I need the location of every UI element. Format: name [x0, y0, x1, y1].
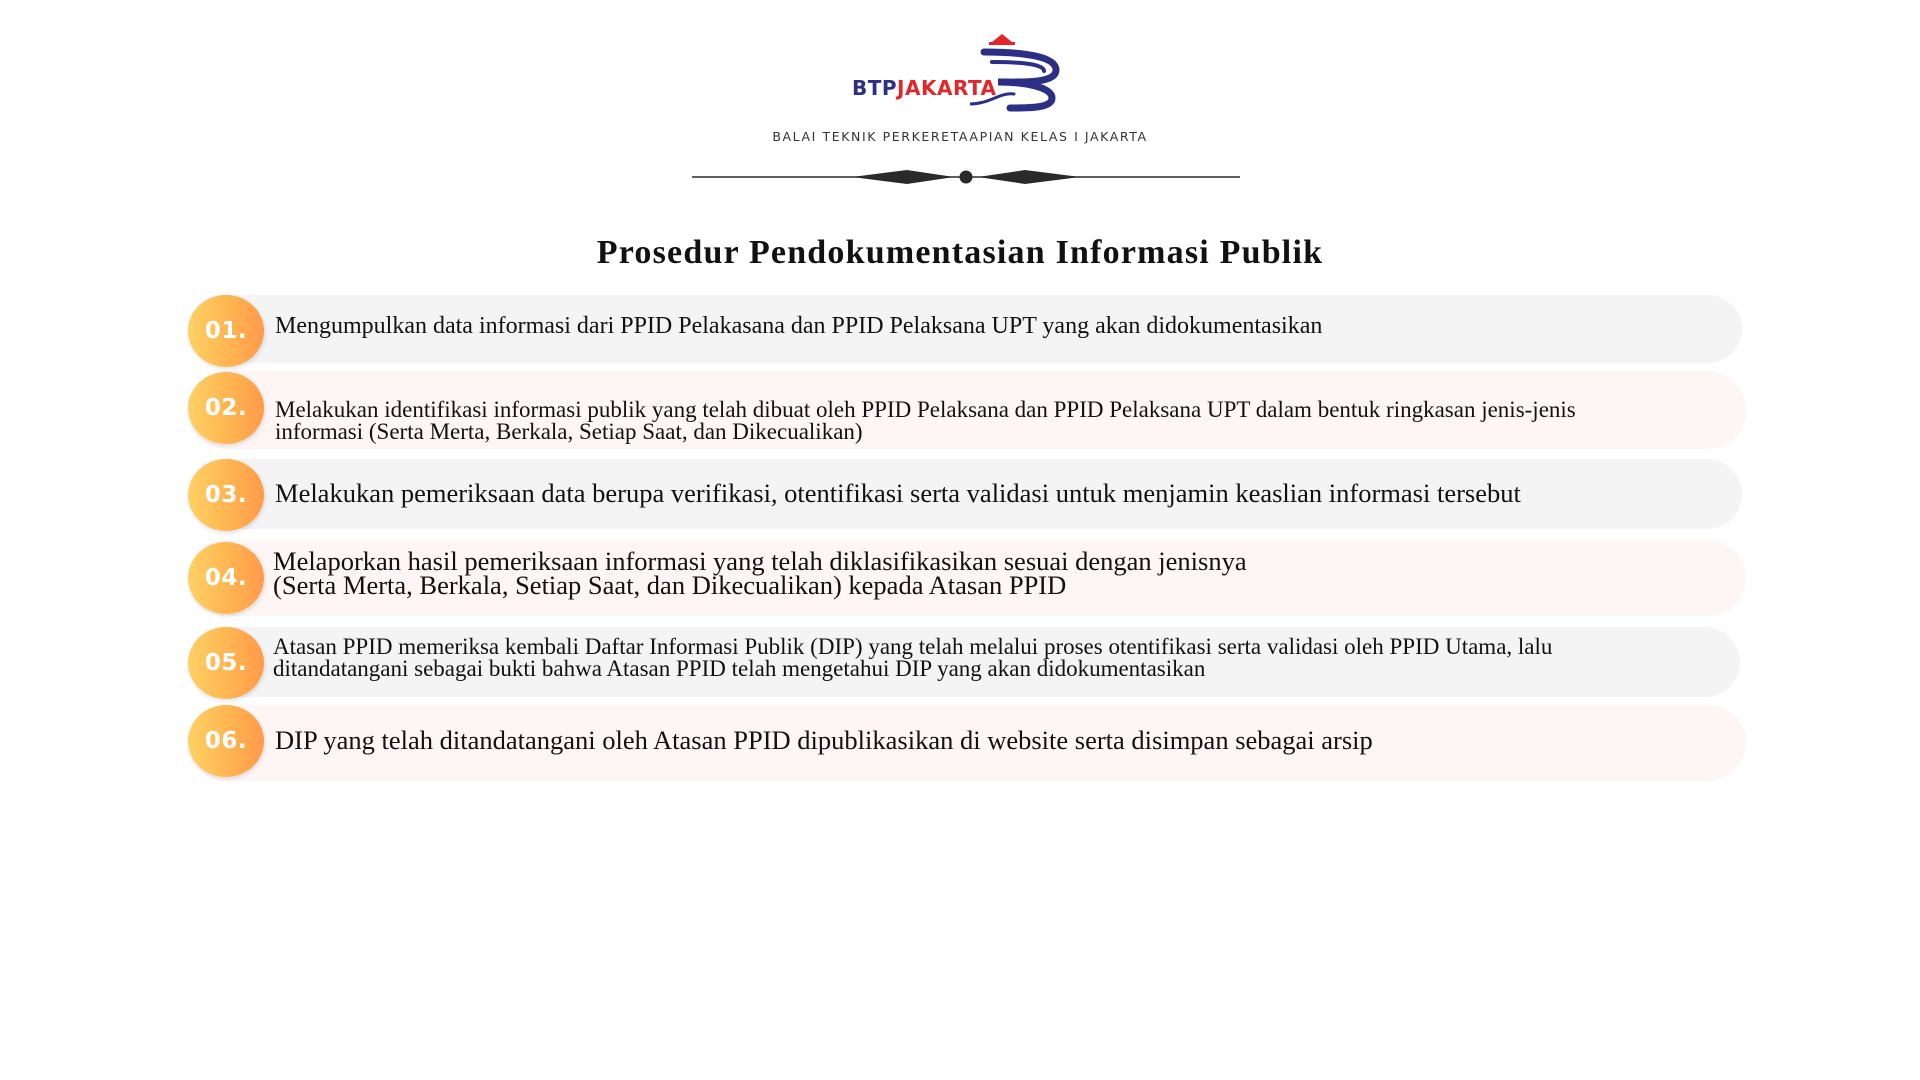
step-text-line: Mengumpulkan data informasi dari PPID Pelakasana dan PPID Pelaksana UPT yang akan didokumentasikan — [275, 313, 1323, 339]
step-text-line: informasi (Serta Merta, Berkala, Setiap Saat, dan Dikecualikan) — [275, 419, 863, 444]
step-text-line: (Serta Merta, Berkala, Setiap Saat, dan Dikecualikan) kepada Atasan PPID — [273, 570, 1067, 600]
step-text — [273, 546, 1247, 600]
step-number-badge — [188, 627, 264, 699]
step-number: 01. — [204, 318, 248, 344]
step-text-line: Melakukan identifikasi informasi publik yang telah dibuat oleh PPID Pelaksana dan PPID Pelaksana UPT dalam bentuk ringkasan jenis-jenis — [275, 397, 1576, 422]
step-text — [275, 399, 1576, 443]
step-number-badge — [188, 295, 264, 367]
logo — [852, 34, 1062, 112]
step-number: 03. — [204, 482, 248, 508]
step-text-line: ditandatangani sebagai bukti bahwa Atasan PPID telah mengetahui DIP yang akan didokumentasikan — [273, 656, 1206, 681]
step-text — [275, 725, 1373, 756]
step-number-badge — [188, 459, 264, 531]
step-text-line: Melakukan pemeriksaan data berupa verifikasi, otentifikasi serta validasi untuk menjamin keaslian informasi tersebut — [275, 478, 1521, 508]
step-number: 02. — [204, 395, 248, 421]
step-number-badge — [188, 705, 264, 777]
logo-jakarta-text: JAKARTA — [897, 76, 997, 100]
step-number: 05. — [204, 650, 248, 676]
ornamental-divider — [692, 166, 1240, 188]
step-text — [275, 478, 1521, 509]
rail-track-logo-icon — [970, 34, 1062, 112]
step-number-badge — [188, 372, 264, 444]
logo-btp-text: BTP — [852, 76, 898, 100]
step-text-line: Melaporkan hasil pemeriksaan informasi yang telah diklasifikasikan sesuai dengan jenisnya — [273, 546, 1247, 576]
step-number-badge — [188, 542, 264, 614]
step-text — [275, 313, 1322, 340]
step-text-line: Atasan PPID memeriksa kembali Daftar Informasi Publik (DIP) yang telah melalui proses otentifikasi serta validasi oleh PPID Utama, lalu — [273, 634, 1553, 659]
step-text — [273, 636, 1552, 680]
organization-subtitle: BALAI TEKNIK PERKERETAAPIAN KELAS I JAKARTA — [772, 129, 1148, 144]
page-title: Prosedur Pendokumentasian Informasi Publik — [596, 234, 1324, 271]
step-text-line: DIP yang telah ditandatangani oleh Atasan PPID dipublikasikan di website serta disimpan sebagai arsip — [275, 725, 1373, 755]
step-number: 06. — [204, 728, 248, 754]
step-number: 04. — [204, 565, 248, 591]
